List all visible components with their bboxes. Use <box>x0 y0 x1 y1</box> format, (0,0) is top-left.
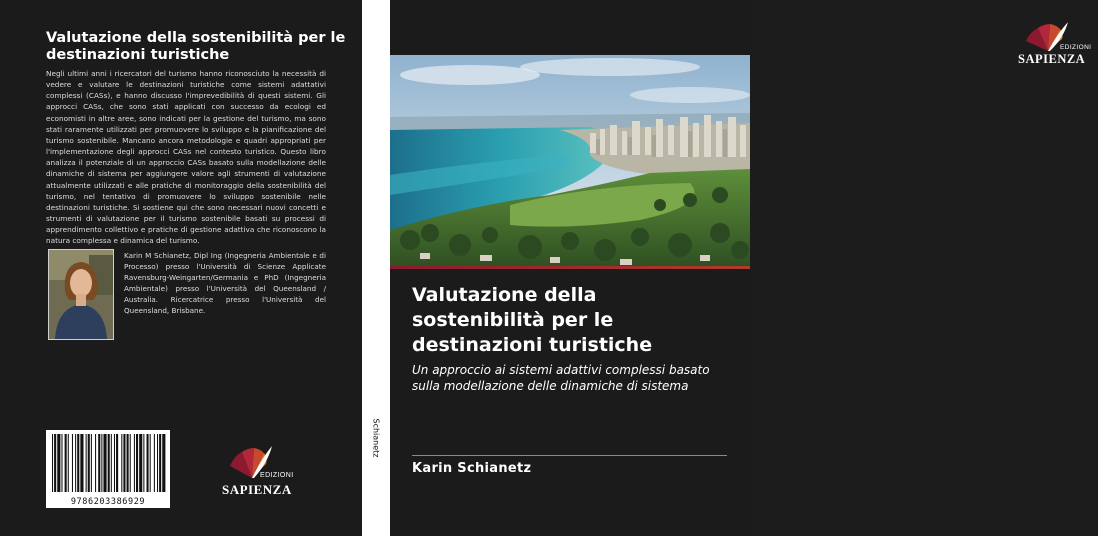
publisher-name: SAPIENZA <box>1018 52 1086 66</box>
isbn-number: 9786203386929 <box>70 497 146 507</box>
publisher-name: SAPIENZA <box>222 482 292 497</box>
author-bio: Karin M Schianetz, Dipl Ing (Ingegneria Ambientale e di Processo) presso l'Università di Scienze Applicate Ravensburg-Weingarten/Germania e PhD (Ingegneria Ambientale) presso l'Università del Queensland / Australia. Ricercatrice presso l'Università del Queensland, Brisbane. <box>124 251 326 316</box>
front-cover <box>390 0 1092 536</box>
front-cover-author: Karin Schianetz <box>412 461 532 476</box>
publisher-logo-back <box>222 444 302 500</box>
accent-bar <box>390 266 750 269</box>
publisher-logo-front <box>1018 22 1098 72</box>
front-cover-title: Valutazione della sostenibilità per le destinazioni turistiche <box>412 284 653 356</box>
back-cover-title: Valutazione della sostenibilità per le destinazioni turistiche <box>46 30 346 63</box>
publisher-edizioni: EDIZIONI <box>1060 44 1092 51</box>
publisher-edizioni: EDIZIONI <box>260 472 294 479</box>
book-spine <box>362 0 390 536</box>
back-cover <box>0 0 362 536</box>
author-divider <box>412 455 727 456</box>
back-cover-description: Negli ultimi anni i ricercatori del turismo hanno riconosciuto la necessità di vedere e valutare le destinazioni turistiche come sistemi adattativi complessi (CASs), e hanno discusso l'imprevedibilità di questi sistemi. Gli approcci CASs, che sono stati applicati con successo da ecologi ed economisti in altre aree, sono indicati per la gestione del turismo, ma sono stati raramente utilizzati per promuovere lo sviluppo e la pianificazione del turismo sostenibile. Mancano ancora metodologie e quadri appropriati per l'implementazione degli approcci CASs nel contesto turistico. Questo libro analizza il potenziale di un approccio CASs basato sulla modellazione delle dinamiche di sistema per aggiungere valore agli strumenti di valutazione attualmente utilizzati e alle pratiche di monitoraggio della sostenibilità del turismo, nel tentativo di promuovere lo sviluppo sostenibile nelle destinazioni turistiche. Si sostiene qui che sono necessari nuovi concetti e strumenti di valutazione per il turismo sostenibile basati su processi di apprendimento collettivo e pratiche di gestione adattiva che riconoscono la natura complessa e dinamica del turismo. <box>46 69 326 246</box>
front-cover-subtitle: Un approccio ai sistemi adattivi complessi basato sulla modellazione delle dinamiche di sistema <box>412 363 710 393</box>
spine-author: Schianetz <box>371 418 381 458</box>
author-photo <box>48 249 114 340</box>
isbn-barcode <box>46 430 170 508</box>
cover-photo <box>390 55 750 268</box>
